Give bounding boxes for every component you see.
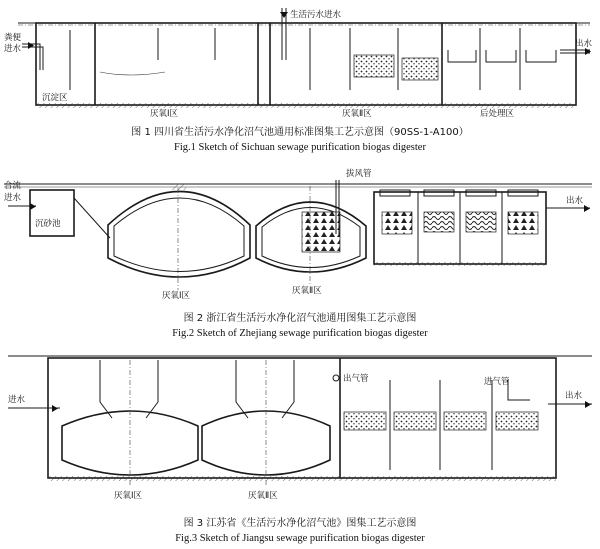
filter-media bbox=[354, 55, 394, 77]
outlet-label: 出水 bbox=[566, 196, 584, 206]
dome-tank-1 bbox=[108, 192, 250, 278]
filter-media bbox=[394, 412, 436, 430]
filter-media bbox=[496, 412, 538, 430]
sludge-surface bbox=[100, 72, 165, 75]
fecal-inlet-label: 进水 bbox=[4, 44, 22, 54]
connecting-pipe bbox=[74, 198, 110, 238]
hood bbox=[526, 50, 556, 62]
tank-outline bbox=[36, 23, 576, 105]
cover-slab bbox=[380, 190, 410, 196]
combined-inlet-label: 进水 bbox=[4, 193, 22, 203]
anaerobic-zone-1-label: 厌氧Ⅰ区 bbox=[114, 491, 143, 501]
figure-1-sichuan bbox=[4, 8, 593, 153]
inlet-arrow-icon bbox=[280, 12, 288, 18]
filter-media bbox=[382, 212, 412, 234]
settling-zone-label: 沉淀区 bbox=[42, 93, 68, 103]
post-treatment-label: 后处理区 bbox=[480, 109, 515, 119]
vessel-neck bbox=[146, 360, 158, 418]
figure-2-zhejiang bbox=[4, 168, 592, 339]
grit-chamber-label: 沉砂池 bbox=[35, 219, 61, 229]
cover-slab bbox=[424, 190, 454, 196]
gas-outlet-label: 出气管 bbox=[343, 374, 369, 384]
hood bbox=[486, 50, 516, 62]
filter-media bbox=[508, 212, 538, 234]
cover-slab bbox=[508, 190, 538, 196]
outlet-label: 出水 bbox=[575, 39, 593, 49]
anaerobic-zone-2-label: 厌氧Ⅱ区 bbox=[342, 109, 372, 119]
filter-media bbox=[302, 212, 340, 252]
tank-base bbox=[48, 476, 556, 481]
outlet-arrow-icon bbox=[584, 205, 590, 212]
fecal-inlet-pipe bbox=[22, 44, 40, 70]
gas-inlet-pipe bbox=[508, 380, 530, 400]
outlet-arrow-icon bbox=[585, 401, 591, 408]
figure-1-caption-en: Fig.1 Sketch of Sichuan sewage purification biogas digester bbox=[174, 142, 426, 153]
vessel-neck bbox=[282, 360, 294, 418]
filter-media bbox=[344, 412, 386, 430]
outlet-label: 出水 bbox=[565, 391, 583, 401]
inlet-label: 进水 bbox=[8, 395, 26, 405]
filter-media bbox=[402, 58, 438, 80]
anaerobic-zone-2-label: 厌氧Ⅱ区 bbox=[248, 491, 278, 501]
filter-media bbox=[424, 212, 454, 232]
figure-3-caption-cn: 图 3 江苏省《生活污水净化沼气池》图集工艺示意图 bbox=[183, 518, 417, 529]
figure-3-caption-en: Fig.3 Sketch of Jiangsu sewage purification biogas digester bbox=[175, 533, 425, 544]
anaerobic-zone-2-label: 厌氧Ⅱ区 bbox=[292, 286, 322, 296]
filter-media bbox=[444, 412, 486, 430]
outlet-arrow-icon bbox=[585, 48, 591, 55]
figure-2-caption-en: Fig.2 Sketch of Zhejiang sewage purification biogas digester bbox=[172, 328, 428, 339]
inlet-arrow-icon bbox=[30, 203, 36, 210]
anaerobic-zone-1-label: 厌氧Ⅰ区 bbox=[162, 291, 191, 301]
hood bbox=[448, 50, 476, 62]
anaerobic-zone-1-label: 厌氧Ⅰ区 bbox=[150, 109, 179, 119]
domestic-inlet-label: 生活污水进水 bbox=[290, 10, 342, 20]
gas-inlet-label: 进气管 bbox=[484, 377, 510, 387]
inlet-arrow-icon bbox=[28, 42, 34, 49]
figure-1-caption-cn: 图 1 四川省生活污水净化沼气池通用标准图集工艺示意图（90SS-1-A100） bbox=[131, 127, 469, 138]
vessel-neck bbox=[236, 360, 248, 418]
figure-2-caption-cn: 图 2 浙江省生活污水净化沼气池通用图集工艺示意图 bbox=[183, 313, 417, 324]
tank-base bbox=[36, 103, 576, 108]
vent-pipe-label: 拔风管 bbox=[346, 169, 372, 179]
gas-outlet-port bbox=[333, 375, 339, 381]
filter-media bbox=[466, 212, 496, 232]
cover-slab bbox=[466, 190, 496, 196]
combined-inlet-label: 合流 bbox=[4, 181, 22, 191]
dome-tank-1-inner bbox=[114, 198, 244, 272]
inlet-arrow-icon bbox=[52, 405, 58, 412]
manhole-cover bbox=[172, 184, 186, 190]
vessel-neck bbox=[100, 360, 112, 418]
fecal-inlet-label: 粪便 bbox=[4, 33, 22, 43]
grit-chamber bbox=[30, 190, 74, 236]
figure-3-jiangsu bbox=[8, 356, 592, 544]
